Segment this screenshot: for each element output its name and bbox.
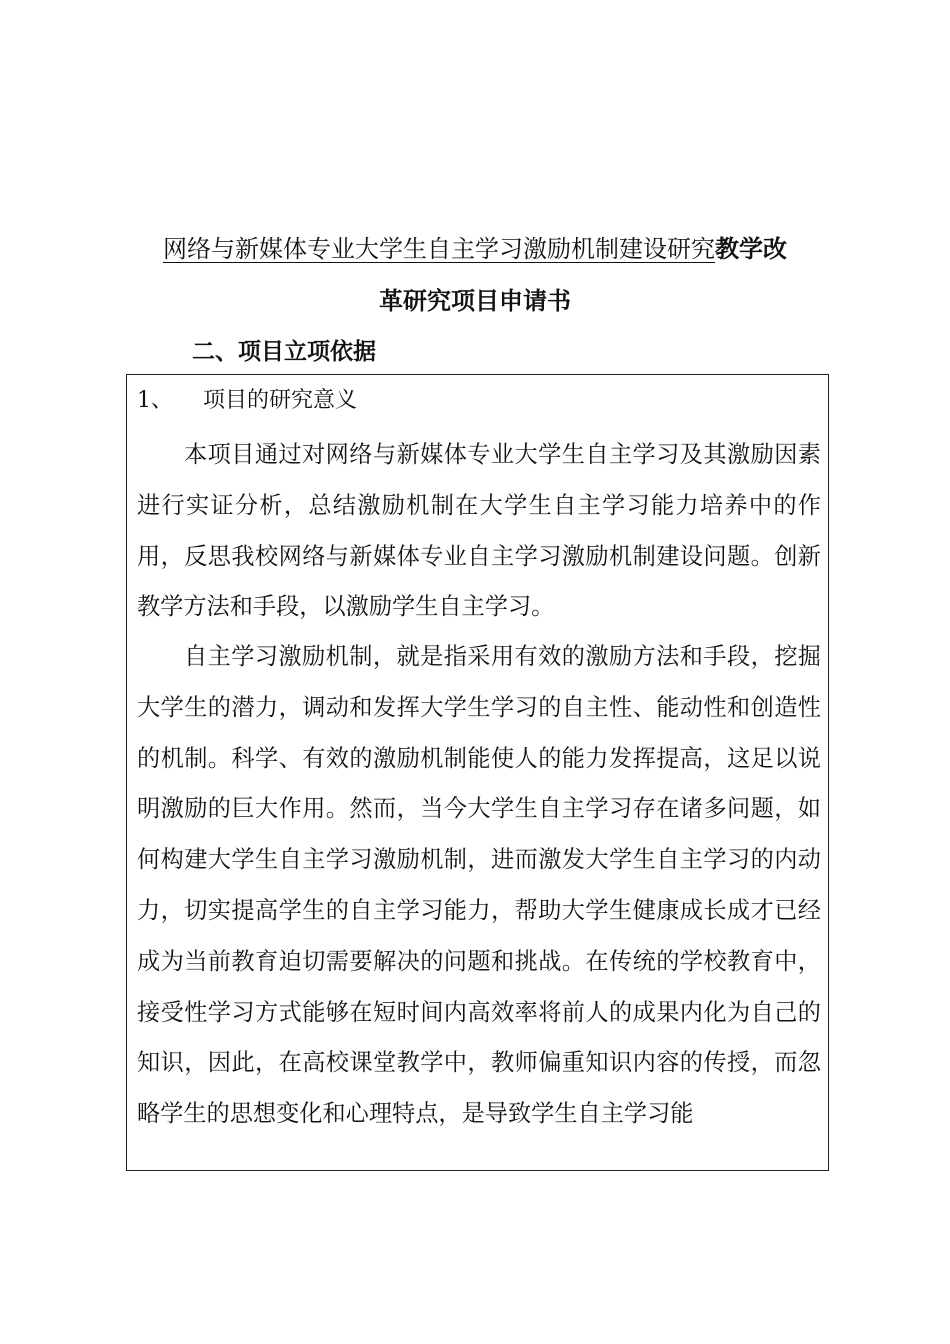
document-title-line-2: 革研究项目申请书 (379, 286, 571, 315)
document-title-line-1 (0, 234, 950, 264)
project-name-title: 网络与新媒体专业大学生自主学习激励机制建设研究 (163, 235, 715, 263)
item-title: 项目的研究意义 (203, 388, 358, 413)
item-heading (137, 387, 357, 415)
title-suffix: 教学改 (715, 234, 787, 263)
body-paragraph-1: 本项目通过对网络与新媒体专业大学生自主学习及其激励因素进行实证分析，总结激励机制在大学生自主学习能力培养中的作用，反思我校网络与新媒体专业自主学习激励机制建设问题。创新教学方法和手段，以激励学生自主学习。 (137, 441, 821, 621)
item-number: 1、 (137, 388, 173, 413)
content-table-cell (126, 374, 829, 1171)
body-paragraph-2: 自主学习激励机制，就是指采用有效的激励方法和手段，挖掘大学生的潜力，调动和发挥大学生学习的自主性、能动性和创造性的机制。科学、有效的激励机制能使人的能力发挥提高，这足以说明激励的巨大作用。然而，当今大学生自主学习存在诸多问题，如何构建大学生自主学习激励机制，进而激发大学生自主学习的内动力，切实提高学生的自主学习能力，帮助大学生健康成长成才已经成为当前教育迫切需要解决的问题和挑战。在传统的学校教育中，接受性学习方式能够在短时间内高效率将前人的成果内化为自己的知识，因此，在高校课堂教学中，教师偏重知识内容的传授，而忽略学生的思想变化和心理特点，是导致学生自主学习能 (137, 643, 821, 1128)
section-heading: 二、项目立项依据 (192, 338, 376, 365)
